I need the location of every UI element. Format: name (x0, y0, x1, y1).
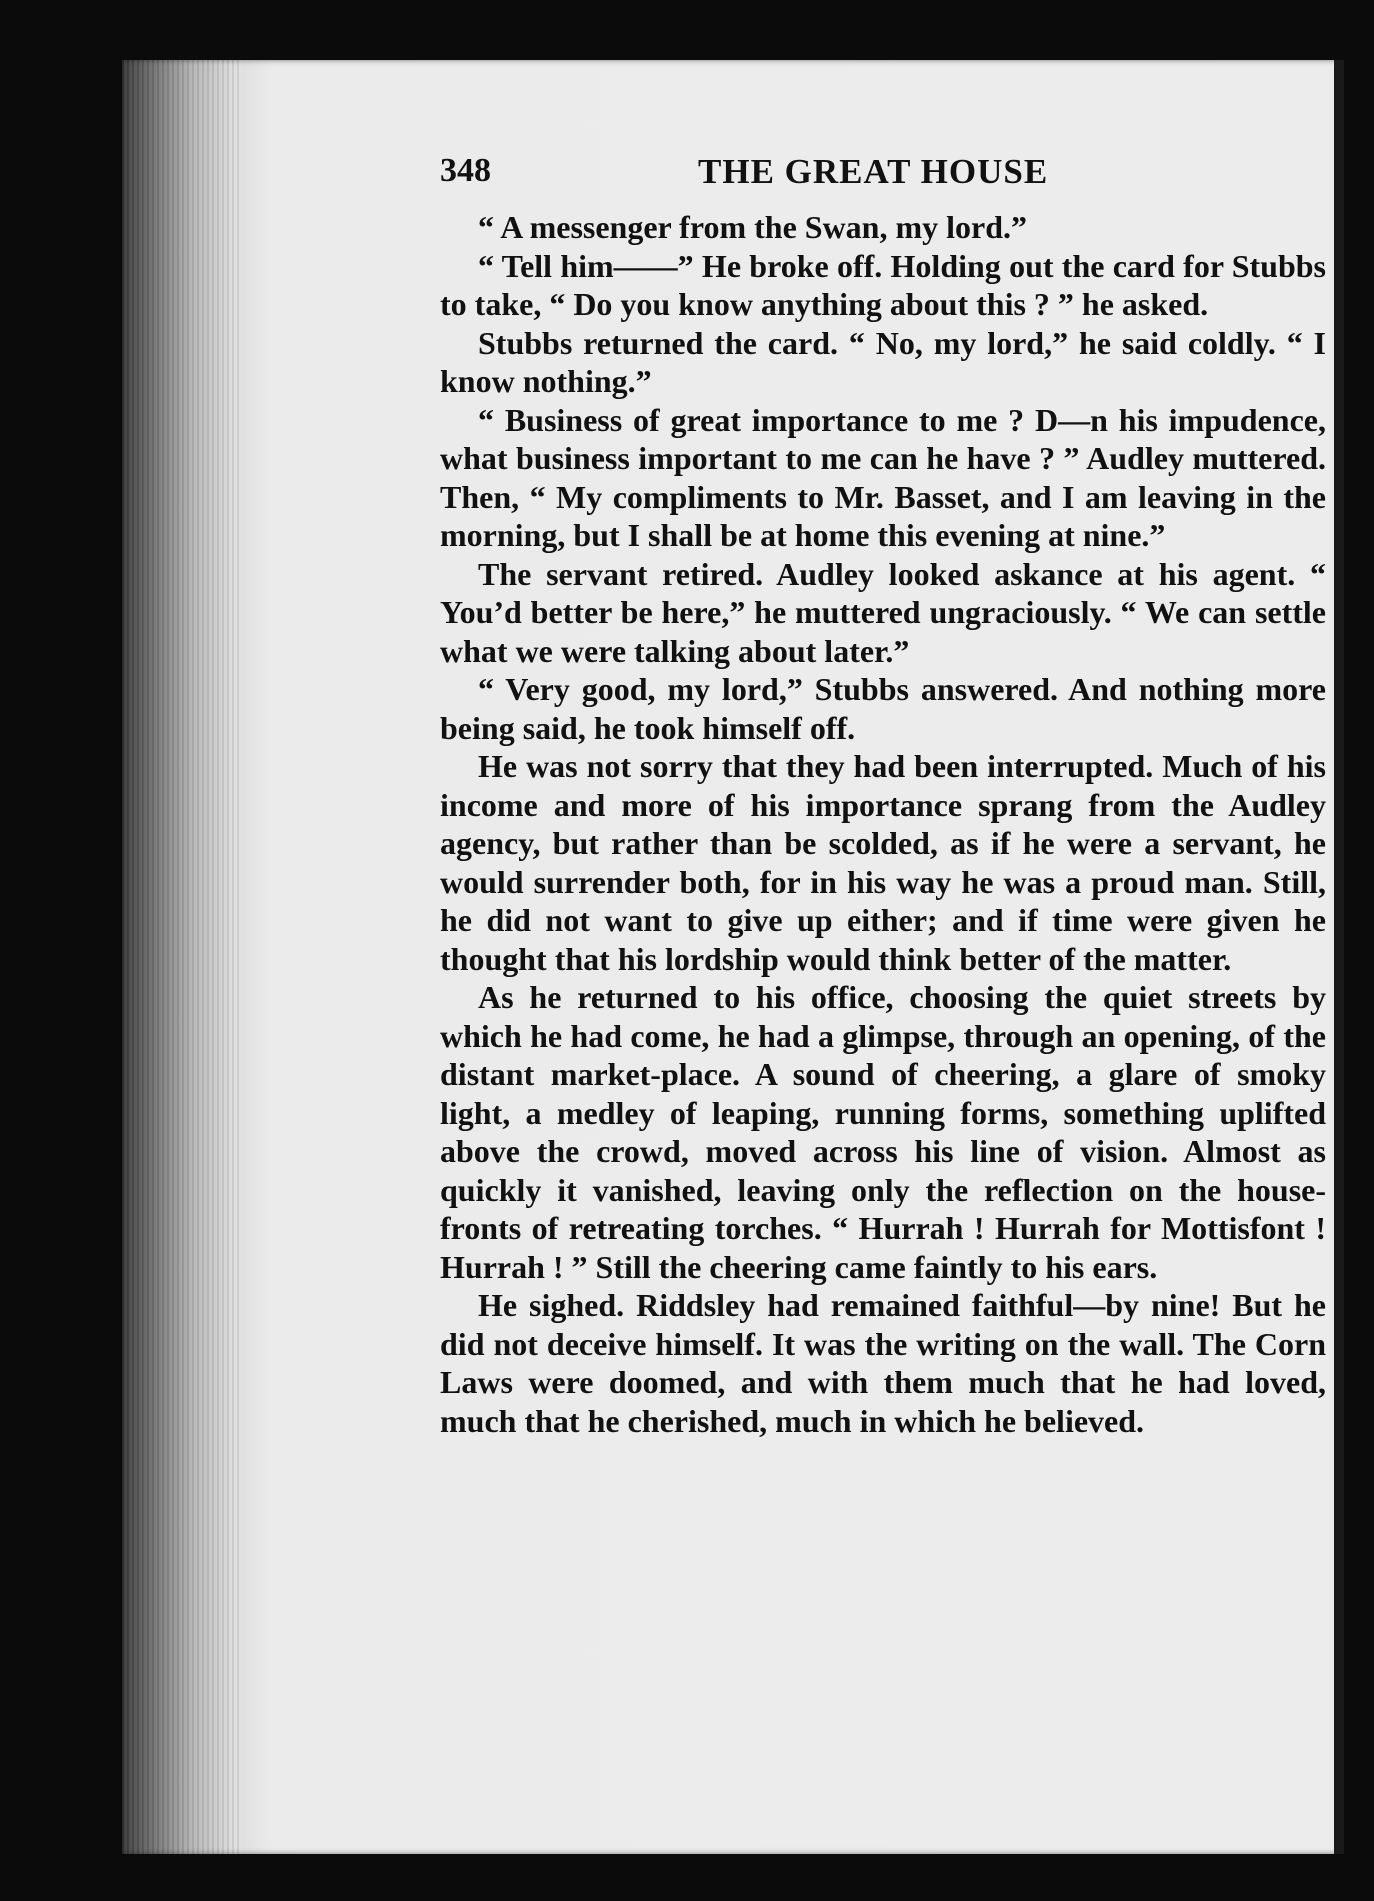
running-title: THE GREAT HOUSE (698, 152, 1049, 191)
page-header (440, 152, 1072, 198)
paragraph-8: As he returned to his office, choosing the quiet streets by which he had come, he had a glimpse, through an opening, of the distant market-place. A sound of cheering, a glare of smoky light, a medley of leaping, running forms, something uplifted above the crowd, moved across his line of vision. Almost as quickly it vanished, leaving only the reflection on the house-fronts of retreating torches. “ Hurrah ! Hurrah for Mottisfont ! Hurrah ! ” Still the cheering came faintly to his ears. (440, 979, 1326, 1285)
page-edge (1334, 60, 1344, 1854)
paragraph-9: He sighed. Riddsley had remained faithful—by nine! But he did not deceive himself. It was the writing on the wall. The Corn Laws were doomed, and with them much that he had loved, much that he cherished, much in which he believed. (440, 1287, 1326, 1439)
page-number: 348 (440, 152, 491, 189)
paragraph-7: He was not sorry that they had been interrupted. Much of his income and more of his importance sprang from the Audley agency, but rather than be scolded, as if he were a servant, he would surrender both, for in his way he was a proud man. Still, he did not want to give up either; and if time were given he thought that his lordship would think better of the matter. (440, 748, 1326, 977)
page-body (440, 208, 1326, 1440)
paragraph-3: Stubbs returned the card. “ No, my lord,” he said coldly. “ I know nothing.” (440, 324, 1326, 399)
paragraph-5: The servant retired. Audley looked askance at his agent. “ You’d better be here,” he muttered ungraciously. “ We can settle what we were talking about later.” (440, 555, 1326, 669)
paragraph-1: “ A messenger from the Swan, my lord.” (478, 209, 1028, 245)
paragraph-4: “ Business of great importance to me ? D—n his impudence, what business important to me can he have ? ” Audley muttered. Then, “ My compliments to Mr. Basset, and I am leaving in the morning, but I shall be at home this evening at nine.” (440, 401, 1326, 553)
page-gutter-shadow (122, 60, 242, 1854)
paragraph-6: “ Very good, my lord,” Stubbs answered. And nothing more being said, he took himself off. (440, 671, 1326, 746)
paragraph-2: “ Tell him——” He broke off. Holding out the card for Stubbs to take, “ Do you know anything about this ? ” he asked. (440, 247, 1326, 322)
